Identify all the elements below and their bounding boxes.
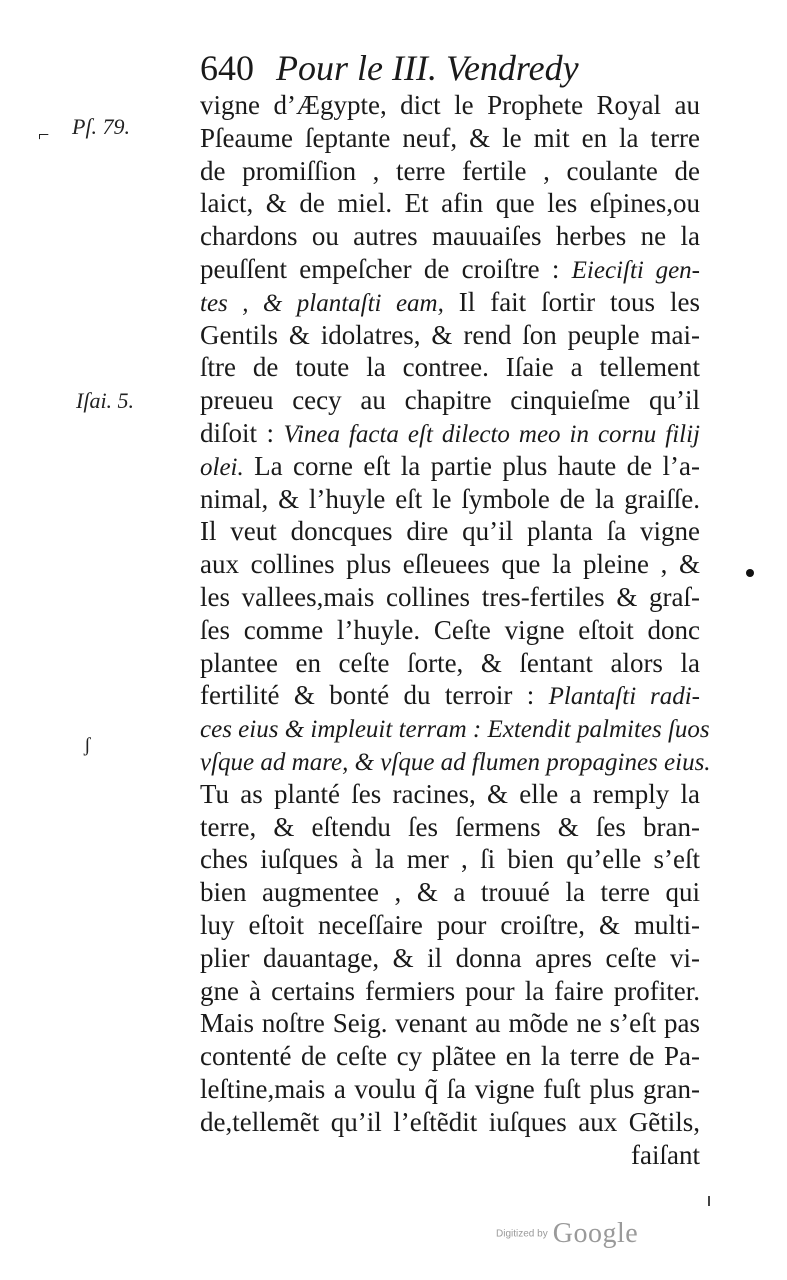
text-line: plier dauantage, & il donna apres ceſte vi- [200, 942, 700, 973]
text-line: laict, & de miel. Et afin que les eſpines,ou [200, 188, 700, 219]
text-line: gne à certains fermiers pour la faire profiter. [200, 975, 700, 1006]
text-line: de,tellemẽt qu’il l’eſtẽdit iuſques aux Gẽtils, [200, 1106, 700, 1137]
text-line: peuſſent empeſcher de croiſtre : Eieciſti gen- [200, 253, 701, 284]
text-line: ſes comme l’huyle. Ceſte vigne eſtoit donc [200, 614, 700, 645]
text-line: Pſeaume ſeptante neuf, & le mit en la terre [200, 122, 700, 153]
text-line: chardons ou autres mauuaiſes herbes ne la [200, 221, 700, 252]
text-line: tes , & plantaſti eam, Il fait ſortir tous les [200, 286, 700, 317]
margin-mark: ʃ [84, 734, 91, 756]
text-line: fertilité & bonté du terroir : Plantaſti radi- [200, 680, 701, 711]
running-title: Pour le III. Vendredy [276, 48, 579, 88]
digitized-by-label: Digitized by [496, 1228, 548, 1240]
text-line: preueu cecy au chapitre cinquieſme qu’il [200, 385, 700, 416]
text-line: terre, & eſtendu ſes ſermens & ſes bran- [200, 811, 700, 842]
text-line: contenté de ceſte cy plãtee en la terre de Pa- [200, 1041, 700, 1072]
text-line: aux collines plus eſleuees que la pleine , & [200, 549, 700, 580]
text-line: leſtine,mais a voulu q̃ ſa vigne fuſt plus gran- [200, 1073, 700, 1104]
text-line: ſtre de toute la contree. Iſaie a tellement [200, 352, 700, 383]
text-line: bien augmentee , & a trouué la terre qui [200, 877, 700, 908]
latin-quote: Eieciſti gen- [571, 256, 701, 284]
text-line: Il veut doncques dire qu’il planta ſa vigne [200, 516, 700, 547]
text-line: olei. La corne eſt la partie plus haute de l’a- [200, 450, 700, 481]
latin-quote: tes , & plantaſti eam, [200, 289, 444, 317]
text-line: nimal, & l’huyle eſt le ſymbole de la graiſſe. [200, 483, 700, 514]
running-header [200, 46, 680, 90]
text-line: diſoit : Vinea facta eſt dilecto meo in cornu filij [200, 417, 700, 448]
latin-quote: Plantaſti radi- [548, 683, 701, 711]
body-text [200, 89, 711, 1171]
latin-quote: vſque ad mare, & vſque ad flumen propagines eius. [200, 748, 711, 776]
ink-tick [708, 1196, 710, 1206]
page-number: 640 [200, 48, 254, 88]
text-line: Tu as planté ſes racines, & elle a remply la [200, 778, 700, 809]
text-line: plantee en ceſte ſorte, & ſentant alors la [200, 647, 700, 678]
text-line: ches iuſques à la mer , ſi bien qu’elle s’eſt [200, 844, 700, 875]
text-line: Mais noſtre Seig. venant au mõde ne s’eſt pas [200, 1008, 700, 1039]
text-line: luy eſtoit neceſſaire pour croiſtre, & multi- [200, 909, 700, 940]
latin-quote: Vinea facta eſt dilecto meo in cornu filij [283, 420, 700, 448]
text-line: vigne d’Ægypte, dict le Prophete Royal au [200, 90, 700, 120]
text-line: Gentils & idolatres, & rend ſon peuple mai- [200, 319, 700, 350]
google-logo: Google [552, 1218, 639, 1249]
text-line: de promiſſion , terre fertile , coulante de [200, 155, 700, 186]
catchword: faiſant [631, 1139, 700, 1170]
google-watermark [496, 1218, 666, 1254]
margin-note-isaiah: Iſai. 5. [76, 388, 135, 413]
latin-quote: ces eius & impleuit terram : Extendit palmites ſuos [200, 716, 710, 744]
text-line: les vallees,mais collines tres-fertiles & graſ- [200, 581, 700, 612]
text-line [200, 712, 710, 745]
ink-dot [746, 569, 754, 577]
text-line [200, 745, 711, 778]
margin-note-psalm: Pſ. 79. [72, 114, 131, 139]
margin-mark: ⌐ [38, 124, 50, 146]
latin-quote: olei. [200, 453, 244, 481]
